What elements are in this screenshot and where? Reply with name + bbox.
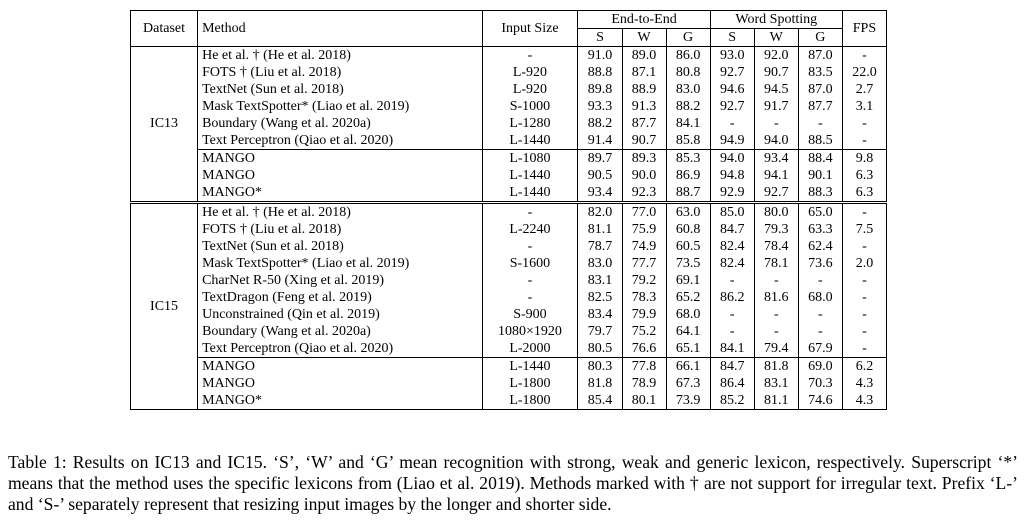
fps-cell: - bbox=[842, 238, 886, 255]
table-row bbox=[131, 392, 887, 410]
e2e-w-cell: 87.1 bbox=[622, 64, 666, 81]
fps-cell: 6.3 bbox=[842, 184, 886, 203]
ws-w-cell: - bbox=[754, 272, 798, 289]
e2e-s-cell: 91.4 bbox=[578, 132, 622, 150]
e2e-s-cell: 83.1 bbox=[578, 272, 622, 289]
input-size-cell: L-1080 bbox=[482, 150, 578, 168]
header-fps: FPS bbox=[842, 11, 886, 47]
ws-g-cell: 65.0 bbox=[798, 203, 842, 222]
ws-g-cell: 74.6 bbox=[798, 392, 842, 410]
input-size-cell: L-920 bbox=[482, 64, 578, 81]
method-cell: Boundary (Wang et al. 2020a) bbox=[198, 115, 482, 132]
ws-s-cell: 92.7 bbox=[710, 64, 754, 81]
e2e-g-cell: 84.1 bbox=[666, 115, 710, 132]
header-dataset: Dataset bbox=[131, 11, 198, 47]
ws-s-cell: 82.4 bbox=[710, 238, 754, 255]
ws-w-cell: - bbox=[754, 115, 798, 132]
ws-w-cell: 78.4 bbox=[754, 238, 798, 255]
e2e-w-cell: 78.9 bbox=[622, 375, 666, 392]
table-row bbox=[131, 203, 887, 222]
method-cell: He et al. † (He et al. 2018) bbox=[198, 203, 482, 222]
results-table bbox=[130, 10, 887, 410]
e2e-s-cell: 90.5 bbox=[578, 167, 622, 184]
input-size-cell: - bbox=[482, 238, 578, 255]
method-cell: TextNet (Sun et al. 2018) bbox=[198, 81, 482, 98]
e2e-s-cell: 78.7 bbox=[578, 238, 622, 255]
ws-g-cell: 90.1 bbox=[798, 167, 842, 184]
input-size-cell: L-920 bbox=[482, 81, 578, 98]
e2e-w-cell: 80.1 bbox=[622, 392, 666, 410]
table-row bbox=[131, 132, 887, 150]
e2e-w-cell: 90.0 bbox=[622, 167, 666, 184]
table-row bbox=[131, 47, 887, 65]
table-row bbox=[131, 167, 887, 184]
e2e-s-cell: 91.0 bbox=[578, 47, 622, 65]
ws-w-cell: 78.1 bbox=[754, 255, 798, 272]
e2e-w-cell: 74.9 bbox=[622, 238, 666, 255]
input-size-cell: L-2000 bbox=[482, 340, 578, 358]
ws-w-cell: 81.1 bbox=[754, 392, 798, 410]
ws-s-cell: 84.1 bbox=[710, 340, 754, 358]
table-row bbox=[131, 98, 887, 115]
method-cell: TextNet (Sun et al. 2018) bbox=[198, 238, 482, 255]
header-e2e-w: W bbox=[622, 29, 666, 47]
ws-g-cell: 88.5 bbox=[798, 132, 842, 150]
e2e-w-cell: 76.6 bbox=[622, 340, 666, 358]
e2e-s-cell: 93.4 bbox=[578, 184, 622, 203]
ws-s-cell: - bbox=[710, 115, 754, 132]
input-size-cell: L-1440 bbox=[482, 167, 578, 184]
e2e-s-cell: 80.3 bbox=[578, 358, 622, 376]
e2e-g-cell: 68.0 bbox=[666, 306, 710, 323]
ws-s-cell: 84.7 bbox=[710, 358, 754, 376]
ws-g-cell: - bbox=[798, 306, 842, 323]
fps-cell: - bbox=[842, 132, 886, 150]
e2e-w-cell: 90.7 bbox=[622, 132, 666, 150]
method-cell: TextDragon (Feng et al. 2019) bbox=[198, 289, 482, 306]
method-cell: He et al. † (He et al. 2018) bbox=[198, 47, 482, 65]
e2e-s-cell: 82.5 bbox=[578, 289, 622, 306]
ws-g-cell: 68.0 bbox=[798, 289, 842, 306]
table-row bbox=[131, 81, 887, 98]
e2e-w-cell: 79.9 bbox=[622, 306, 666, 323]
e2e-w-cell: 77.0 bbox=[622, 203, 666, 222]
fps-cell: 9.8 bbox=[842, 150, 886, 168]
header-word-spotting: Word Spotting bbox=[710, 11, 842, 29]
input-size-cell: S-1600 bbox=[482, 255, 578, 272]
ws-s-cell: 94.8 bbox=[710, 167, 754, 184]
header-ws-s: S bbox=[710, 29, 754, 47]
input-size-cell: L-1280 bbox=[482, 115, 578, 132]
e2e-s-cell: 82.0 bbox=[578, 203, 622, 222]
ws-g-cell: 87.7 bbox=[798, 98, 842, 115]
e2e-g-cell: 83.0 bbox=[666, 81, 710, 98]
ws-w-cell: 92.7 bbox=[754, 184, 798, 203]
e2e-w-cell: 75.2 bbox=[622, 323, 666, 340]
ws-s-cell: 94.9 bbox=[710, 132, 754, 150]
ws-g-cell: 69.0 bbox=[798, 358, 842, 376]
method-cell: Mask TextSpotter* (Liao et al. 2019) bbox=[198, 255, 482, 272]
table-row bbox=[131, 375, 887, 392]
input-size-cell: - bbox=[482, 272, 578, 289]
e2e-g-cell: 73.9 bbox=[666, 392, 710, 410]
e2e-g-cell: 66.1 bbox=[666, 358, 710, 376]
e2e-w-cell: 89.3 bbox=[622, 150, 666, 168]
e2e-s-cell: 89.8 bbox=[578, 81, 622, 98]
method-cell: CharNet R-50 (Xing et al. 2019) bbox=[198, 272, 482, 289]
table-row bbox=[131, 358, 887, 376]
fps-cell: 6.3 bbox=[842, 167, 886, 184]
e2e-s-cell: 88.8 bbox=[578, 64, 622, 81]
fps-cell: 4.3 bbox=[842, 375, 886, 392]
e2e-s-cell: 83.4 bbox=[578, 306, 622, 323]
table-row bbox=[131, 221, 887, 238]
e2e-g-cell: 60.5 bbox=[666, 238, 710, 255]
ws-s-cell: 92.9 bbox=[710, 184, 754, 203]
ws-s-cell: 86.2 bbox=[710, 289, 754, 306]
input-size-cell: 1080×1920 bbox=[482, 323, 578, 340]
ws-w-cell: 81.8 bbox=[754, 358, 798, 376]
table-row bbox=[131, 289, 887, 306]
table-row bbox=[131, 323, 887, 340]
input-size-cell: S-1000 bbox=[482, 98, 578, 115]
fps-cell: - bbox=[842, 272, 886, 289]
ws-g-cell: 70.3 bbox=[798, 375, 842, 392]
method-cell: MANGO bbox=[198, 150, 482, 168]
e2e-w-cell: 77.7 bbox=[622, 255, 666, 272]
ws-w-cell: 92.0 bbox=[754, 47, 798, 65]
input-size-cell: - bbox=[482, 289, 578, 306]
header-end-to-end: End-to-End bbox=[578, 11, 710, 29]
e2e-g-cell: 86.9 bbox=[666, 167, 710, 184]
table-row bbox=[131, 238, 887, 255]
header-e2e-s: S bbox=[578, 29, 622, 47]
ws-s-cell: 84.7 bbox=[710, 221, 754, 238]
ws-s-cell: - bbox=[710, 323, 754, 340]
method-cell: Mask TextSpotter* (Liao et al. 2019) bbox=[198, 98, 482, 115]
ws-w-cell: 83.1 bbox=[754, 375, 798, 392]
e2e-g-cell: 69.1 bbox=[666, 272, 710, 289]
table-row bbox=[131, 115, 887, 132]
fps-cell: - bbox=[842, 115, 886, 132]
ws-w-cell: 94.5 bbox=[754, 81, 798, 98]
ws-s-cell: - bbox=[710, 272, 754, 289]
e2e-g-cell: 73.5 bbox=[666, 255, 710, 272]
table-row bbox=[131, 150, 887, 168]
table-row bbox=[131, 272, 887, 289]
ws-w-cell: 91.7 bbox=[754, 98, 798, 115]
e2e-s-cell: 85.4 bbox=[578, 392, 622, 410]
e2e-s-cell: 88.2 bbox=[578, 115, 622, 132]
e2e-g-cell: 80.8 bbox=[666, 64, 710, 81]
input-size-cell: L-1440 bbox=[482, 358, 578, 376]
method-cell: MANGO bbox=[198, 167, 482, 184]
fps-cell: 6.2 bbox=[842, 358, 886, 376]
fps-cell: 4.3 bbox=[842, 392, 886, 410]
fps-cell: - bbox=[842, 289, 886, 306]
input-size-cell: L-2240 bbox=[482, 221, 578, 238]
e2e-s-cell: 79.7 bbox=[578, 323, 622, 340]
method-cell: MANGO bbox=[198, 358, 482, 376]
header-method: Method bbox=[198, 11, 482, 47]
table-row bbox=[131, 184, 887, 203]
input-size-cell: L-1800 bbox=[482, 392, 578, 410]
ws-g-cell: 88.3 bbox=[798, 184, 842, 203]
method-cell: Unconstrained (Qin et al. 2019) bbox=[198, 306, 482, 323]
input-size-cell: - bbox=[482, 47, 578, 65]
ws-g-cell: - bbox=[798, 323, 842, 340]
e2e-s-cell: 81.1 bbox=[578, 221, 622, 238]
ws-g-cell: 63.3 bbox=[798, 221, 842, 238]
e2e-w-cell: 87.7 bbox=[622, 115, 666, 132]
header-ws-w: W bbox=[754, 29, 798, 47]
header-ws-g: G bbox=[798, 29, 842, 47]
header-e2e-g: G bbox=[666, 29, 710, 47]
e2e-s-cell: 81.8 bbox=[578, 375, 622, 392]
fps-cell: 3.1 bbox=[842, 98, 886, 115]
e2e-w-cell: 91.3 bbox=[622, 98, 666, 115]
input-size-cell: - bbox=[482, 203, 578, 222]
ws-w-cell: 79.3 bbox=[754, 221, 798, 238]
ws-s-cell: 94.0 bbox=[710, 150, 754, 168]
e2e-s-cell: 83.0 bbox=[578, 255, 622, 272]
e2e-w-cell: 89.0 bbox=[622, 47, 666, 65]
ws-s-cell: - bbox=[710, 306, 754, 323]
method-cell: Boundary (Wang et al. 2020a) bbox=[198, 323, 482, 340]
method-cell: MANGO bbox=[198, 375, 482, 392]
fps-cell: - bbox=[842, 306, 886, 323]
ws-g-cell: 62.4 bbox=[798, 238, 842, 255]
table-row bbox=[131, 340, 887, 358]
ws-s-cell: 82.4 bbox=[710, 255, 754, 272]
table-row bbox=[131, 255, 887, 272]
ws-g-cell: - bbox=[798, 272, 842, 289]
fps-cell: - bbox=[842, 203, 886, 222]
ws-g-cell: 67.9 bbox=[798, 340, 842, 358]
dataset-cell: IC15 bbox=[131, 203, 198, 410]
e2e-w-cell: 92.3 bbox=[622, 184, 666, 203]
ws-w-cell: 94.1 bbox=[754, 167, 798, 184]
e2e-g-cell: 63.0 bbox=[666, 203, 710, 222]
e2e-g-cell: 85.3 bbox=[666, 150, 710, 168]
fps-cell: 2.0 bbox=[842, 255, 886, 272]
ws-g-cell: 87.0 bbox=[798, 47, 842, 65]
ws-w-cell: 93.4 bbox=[754, 150, 798, 168]
input-size-cell: L-1800 bbox=[482, 375, 578, 392]
table-row bbox=[131, 64, 887, 81]
ws-g-cell: 83.5 bbox=[798, 64, 842, 81]
ws-w-cell: 94.0 bbox=[754, 132, 798, 150]
e2e-w-cell: 75.9 bbox=[622, 221, 666, 238]
method-cell: Text Perceptron (Qiao et al. 2020) bbox=[198, 132, 482, 150]
ws-w-cell: - bbox=[754, 323, 798, 340]
ws-s-cell: 94.6 bbox=[710, 81, 754, 98]
dataset-cell: IC13 bbox=[131, 47, 198, 203]
input-size-cell: L-1440 bbox=[482, 132, 578, 150]
method-cell: FOTS † (Liu et al. 2018) bbox=[198, 221, 482, 238]
ws-s-cell: 86.4 bbox=[710, 375, 754, 392]
e2e-g-cell: 88.2 bbox=[666, 98, 710, 115]
e2e-s-cell: 80.5 bbox=[578, 340, 622, 358]
ws-w-cell: 90.7 bbox=[754, 64, 798, 81]
header-input-size: Input Size bbox=[482, 11, 578, 47]
ws-g-cell: 88.4 bbox=[798, 150, 842, 168]
e2e-w-cell: 79.2 bbox=[622, 272, 666, 289]
e2e-g-cell: 64.1 bbox=[666, 323, 710, 340]
input-size-cell: L-1440 bbox=[482, 184, 578, 203]
ws-w-cell: 81.6 bbox=[754, 289, 798, 306]
fps-cell: - bbox=[842, 323, 886, 340]
fps-cell: 22.0 bbox=[842, 64, 886, 81]
method-cell: Text Perceptron (Qiao et al. 2020) bbox=[198, 340, 482, 358]
e2e-s-cell: 89.7 bbox=[578, 150, 622, 168]
table-body bbox=[131, 47, 887, 410]
fps-cell: - bbox=[842, 47, 886, 65]
e2e-g-cell: 86.0 bbox=[666, 47, 710, 65]
ws-g-cell: 73.6 bbox=[798, 255, 842, 272]
fps-cell: 7.5 bbox=[842, 221, 886, 238]
ws-s-cell: 85.2 bbox=[710, 392, 754, 410]
e2e-w-cell: 88.9 bbox=[622, 81, 666, 98]
e2e-w-cell: 77.8 bbox=[622, 358, 666, 376]
method-cell: FOTS † (Liu et al. 2018) bbox=[198, 64, 482, 81]
e2e-g-cell: 85.8 bbox=[666, 132, 710, 150]
method-cell: MANGO* bbox=[198, 184, 482, 203]
ws-w-cell: 79.4 bbox=[754, 340, 798, 358]
fps-cell: 2.7 bbox=[842, 81, 886, 98]
ws-s-cell: 92.7 bbox=[710, 98, 754, 115]
e2e-g-cell: 65.2 bbox=[666, 289, 710, 306]
method-cell: MANGO* bbox=[198, 392, 482, 410]
ws-w-cell: 80.0 bbox=[754, 203, 798, 222]
table-caption: Table 1: Results on IC13 and IC15. ‘S’, ‘W’ and ‘G’ mean recognition with strong, weak and generic lexicon, respectively. Superscript ‘*’ means that the method uses the specific lexicons from (Liao et al. 2019). Methods marked with † are not support for irregular text. Prefix ‘L-’ and ‘S-’ separately represent that resizing input images by the longer and shorter side. bbox=[8, 452, 1018, 514]
input-size-cell: S-900 bbox=[482, 306, 578, 323]
e2e-g-cell: 88.7 bbox=[666, 184, 710, 203]
ws-g-cell: 87.0 bbox=[798, 81, 842, 98]
fps-cell: - bbox=[842, 340, 886, 358]
ws-s-cell: 93.0 bbox=[710, 47, 754, 65]
e2e-g-cell: 67.3 bbox=[666, 375, 710, 392]
ws-s-cell: 85.0 bbox=[710, 203, 754, 222]
table-row bbox=[131, 306, 887, 323]
ws-g-cell: - bbox=[798, 115, 842, 132]
e2e-g-cell: 65.1 bbox=[666, 340, 710, 358]
e2e-g-cell: 60.8 bbox=[666, 221, 710, 238]
ws-w-cell: - bbox=[754, 306, 798, 323]
e2e-s-cell: 93.3 bbox=[578, 98, 622, 115]
e2e-w-cell: 78.3 bbox=[622, 289, 666, 306]
